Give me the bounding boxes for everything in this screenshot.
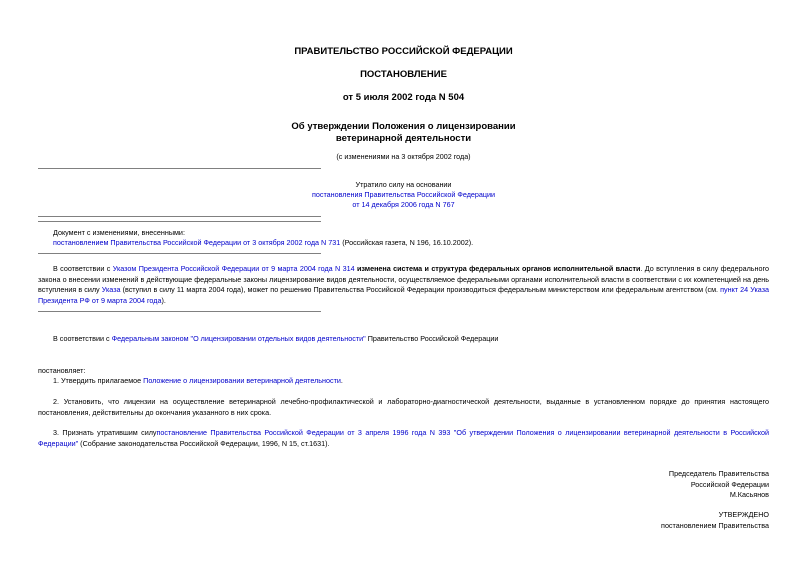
signature-name: М.Касьянов xyxy=(729,490,769,499)
preamble: В соответствии с Федеральным законом "О лицензировании отдельных видов деятельности" Правительство Российской Федерации xyxy=(53,334,499,343)
amendments-label: Документ с изменениями, внесенными: xyxy=(53,228,185,237)
resolution-393-link[interactable]: постановление Правительства Российской Федерации от 3 апреля 1996 года N 393 "Об утверждении Положения о лицензировании ветеринарной деятельности в Российской Федерации" xyxy=(38,428,769,448)
decree-link[interactable]: Указа xyxy=(101,285,121,294)
signature-country: Российской Федерации xyxy=(690,479,769,489)
decrees-label: постановляет: xyxy=(38,366,86,375)
amendments-line xyxy=(53,238,769,249)
document-date-number: от 5 июля 2002 года N 504 xyxy=(342,92,465,103)
lost-force-line-1: Утратило силу на основании xyxy=(355,180,452,189)
approved-by: постановлением Правительства xyxy=(661,520,769,530)
amendment-link[interactable]: постановлением Правительства Российской Федерации от 3 октября 2002 года N 731 xyxy=(53,238,341,247)
document-title-line-1: Об утверждении Положения о лицензировании xyxy=(291,121,516,132)
item-1: 1. Утвердить прилагаемое Положение о лицензировании ветеринарной деятельности. xyxy=(53,376,343,385)
signature-position: Председатель Правительства xyxy=(668,469,769,478)
divider xyxy=(38,311,321,312)
editorial-note: В соответствии с Указом Президента Российской Федерации от 9 марта 2004 года N 314 изменена система и структура федеральных органов исполнительной власти. До вступления в силу федерального закона о внесении изменений в действующие федеральные законы лицензирование видов деятельности, осуществляемое федеральными органами исполнительной власти в соответствии с их компетенцией на день вступления в силу Указа (вступил в силу 11 марта 2004 года), может по решению Правительства Российской Федерации производиться федеральным министерством или федеральным агентством (см. пункт 24 Указа Президента РФ от 9 марта 2004 года). xyxy=(38,264,770,305)
divider xyxy=(38,253,321,254)
divider xyxy=(38,168,321,169)
document-type-heading: ПОСТАНОВЛЕНИЕ xyxy=(360,69,447,80)
divider xyxy=(38,221,321,222)
document-title-line-2: ветеринарной деятельности xyxy=(335,133,472,144)
divider xyxy=(38,216,321,217)
federal-law-link[interactable]: Федеральным законом "О лицензировании отдельных видов деятельности" xyxy=(111,334,366,343)
lost-force-link-2[interactable]: от 14 декабря 2006 года N 767 xyxy=(352,200,455,209)
regulation-link[interactable]: Положение о лицензировании ветеринарной деятельности xyxy=(143,376,341,385)
approved-block xyxy=(661,510,769,531)
lost-force-link-1[interactable]: постановления Правительства Российской Федерации xyxy=(311,190,496,199)
decree-314-link[interactable]: Указом Президента Российской Федерации от 9 марта 2004 года N 314 xyxy=(112,264,355,273)
signature-block xyxy=(669,469,769,501)
decree-item-24-link[interactable]: пункт 24 Указа Президента РФ от 9 марта 2004 года xyxy=(38,285,770,305)
note-bold-text: изменена система и структура федеральных органов исполнительной власти xyxy=(356,264,641,273)
government-heading: ПРАВИТЕЛЬСТВО РОССИЙСКОЙ ФЕДЕРАЦИИ xyxy=(294,46,513,57)
amendment-source: (Российская газета, N 196, 16.10.2002). xyxy=(340,238,474,247)
item-2: 2. Установить, что лицензии на осуществление ветеринарной лечебно-профилактической и лабораторно-диагностической деятельности, выданные в установленном порядке до принятия настоящего постановления, действительны до окончания указанного в них срока. xyxy=(38,397,769,417)
approved-title: УТВЕРЖДЕНО xyxy=(718,510,769,519)
item-3: 3. Признать утратившим силупостановление Правительства Российской Федерации от 3 апреля 1996 года N 393 "Об утверждении Положения о лицензировании ветеринарной деятельности в Российской Федерации" (Собрание законодательства Российской Федерации, 1996, N 15, ст.1631). xyxy=(38,428,769,448)
changes-note: (с изменениями на 3 октября 2002 года) xyxy=(336,152,471,161)
